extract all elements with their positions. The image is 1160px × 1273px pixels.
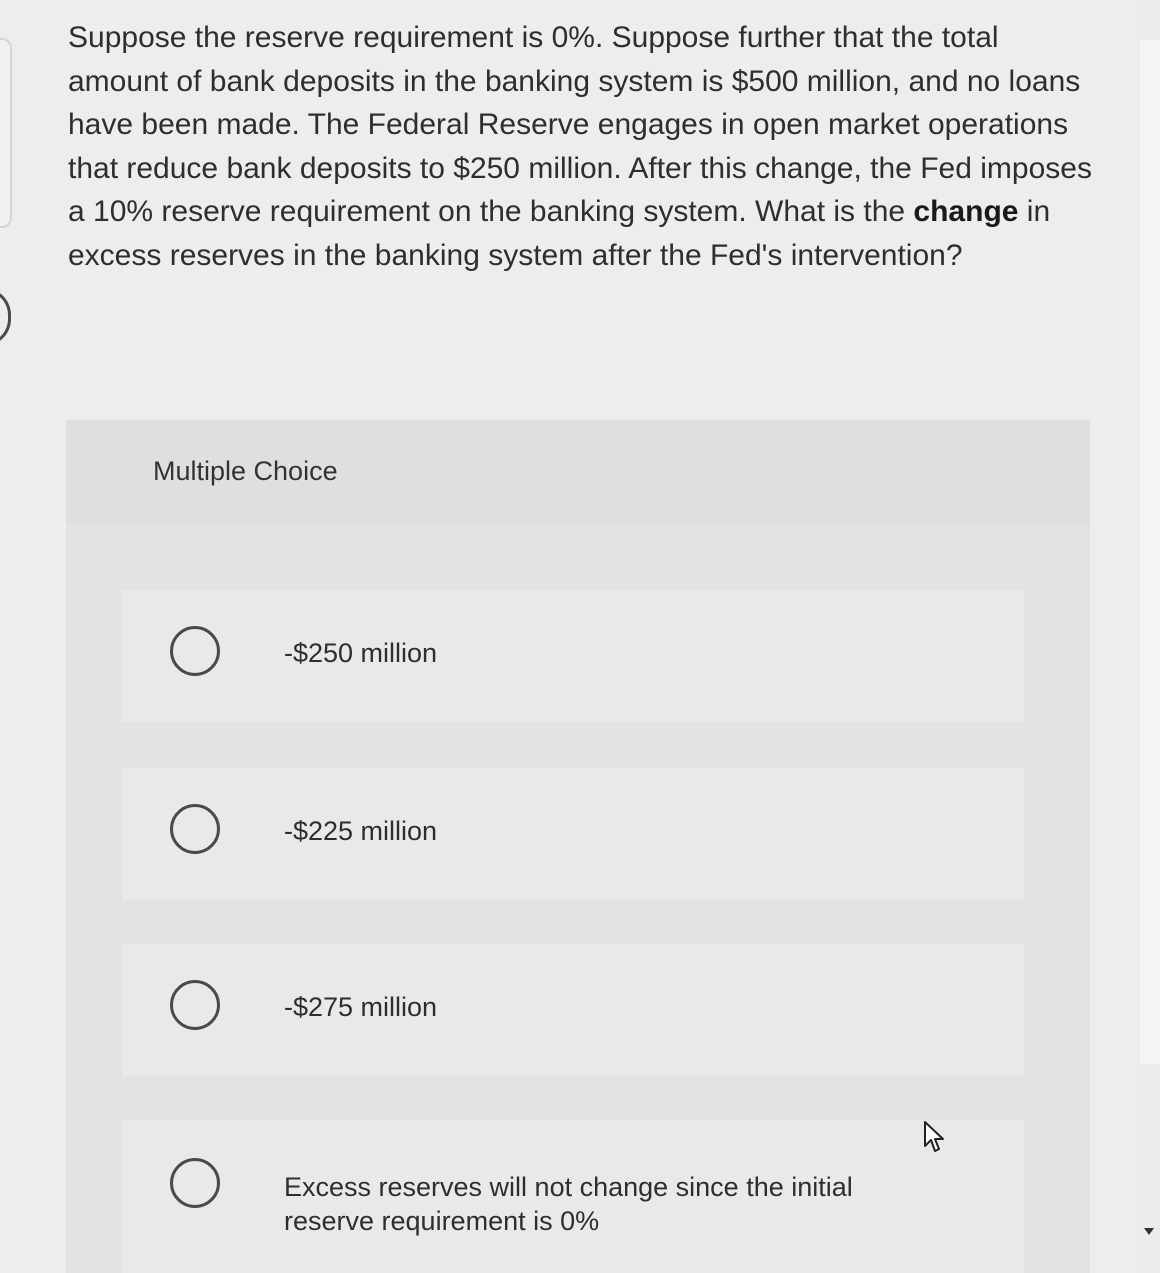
question-part-2: in excess reserves in the banking system after the Fed's intervention?	[68, 195, 1051, 272]
radio-unselected-icon[interactable]	[170, 804, 220, 854]
scrollbar-thumb[interactable]	[1140, 40, 1160, 1064]
radio-unselected-icon[interactable]	[170, 980, 220, 1030]
side-panel-tab[interactable]	[0, 38, 12, 228]
answer-option-4[interactable]	[122, 1120, 1024, 1273]
collapse-handle-icon[interactable]	[0, 288, 11, 346]
answer-option-3[interactable]	[122, 944, 1024, 1076]
radio-unselected-icon[interactable]	[170, 1158, 220, 1208]
answer-option-1[interactable]	[122, 590, 1024, 722]
question-emphasis: change	[913, 195, 1019, 228]
chevron-down-icon[interactable]	[1144, 1228, 1154, 1235]
multiple-choice-title: Multiple Choice	[153, 456, 338, 486]
mouse-pointer-icon	[922, 1120, 948, 1154]
answer-option-label: Excess reserves will not change since the initial reserve requirement is 0%	[284, 1172, 853, 1236]
answer-option-label: -$275 million	[284, 992, 438, 1022]
radio-unselected-icon[interactable]	[170, 626, 220, 676]
answer-option-label: -$225 million	[284, 816, 438, 846]
answer-option-label: -$250 million	[284, 638, 438, 668]
question-text	[68, 16, 1098, 277]
question-part-1: Suppose the reserve requirement is 0%. Suppose further that the total amount of bank deposits in the banking system is $500 million, and no loans have been made. The Federal Reserve engages in open market operations that reduce bank deposits to $250 million. After this change, the Fed imposes a 10% reserve requirement on the banking system. What is the	[68, 21, 1092, 228]
answer-option-2[interactable]	[122, 768, 1024, 900]
vertical-scrollbar[interactable]	[1140, 0, 1160, 1273]
multiple-choice-header	[66, 420, 1090, 524]
